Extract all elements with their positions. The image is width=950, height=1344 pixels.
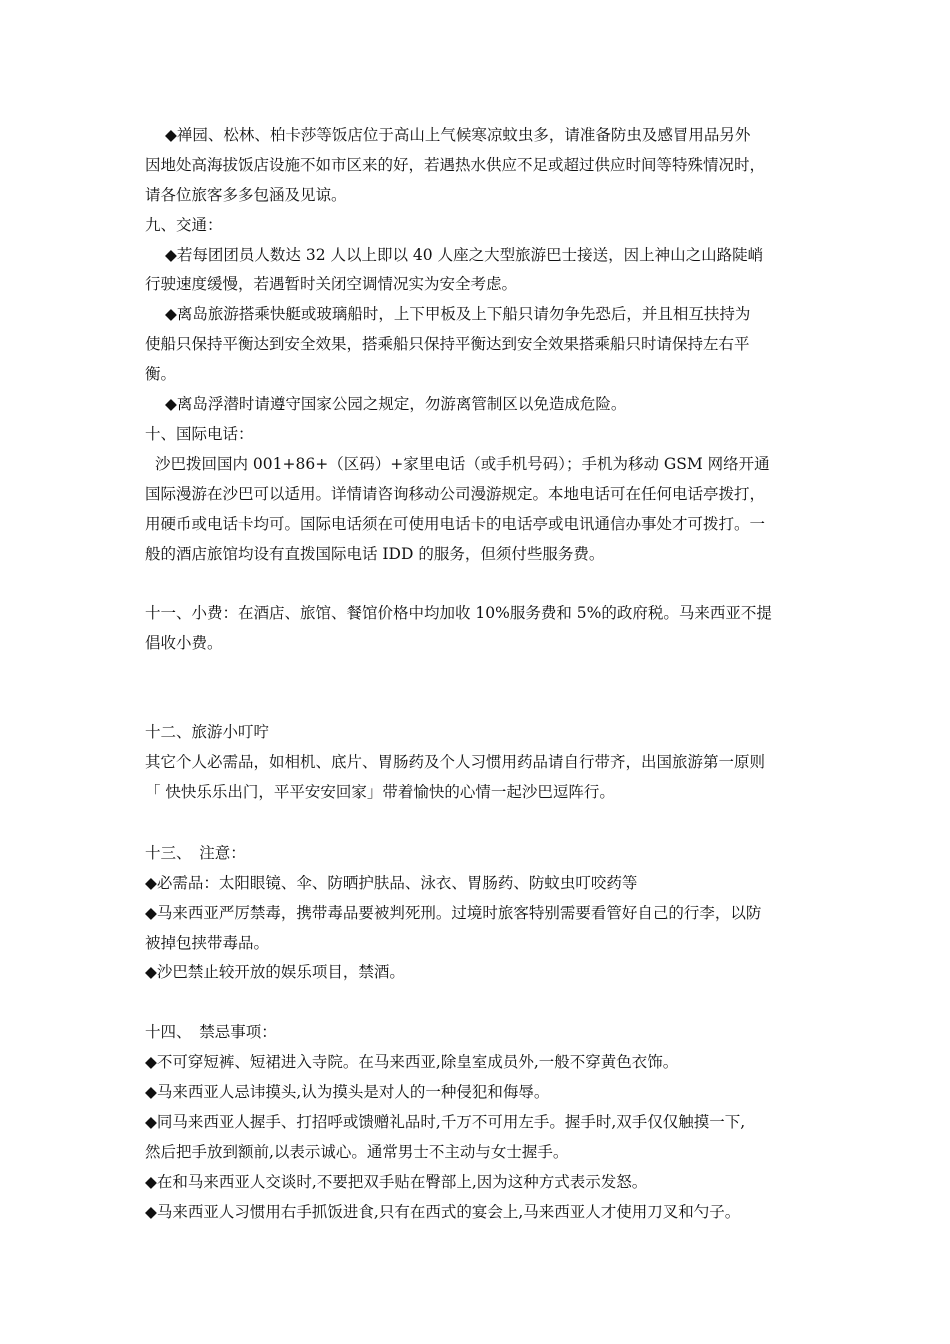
text-line: ◆离岛浮潜时请遵守国家公园之规定，勿游离管制区以免造成危险。 — [165, 395, 627, 413]
section-heading: 十四、 禁忌事项： — [145, 1023, 277, 1041]
text-line: 般的酒店旅馆均设有直拨国际电话 IDD 的服务，但须付些服务费。 — [145, 545, 605, 563]
text-line: ◆沙巴禁止较开放的娱乐项目，禁酒。 — [145, 963, 405, 981]
text-line: 然后把手放到额前,以表示诚心。通常男士不主动与女士握手。 — [145, 1143, 569, 1161]
section-heading: 十、国际电话： — [145, 425, 254, 443]
text-line: 行驶速度缓慢，若遇暂时关闭空调情况实为安全考虑。 — [145, 275, 518, 293]
text-line: ◆必需品：太阳眼镜、伞、防晒护肤品、泳衣、胃肠药、防蚊虫叮咬药等 — [145, 874, 638, 892]
text-line: 请各位旅客多多包涵及见谅。 — [145, 186, 347, 204]
text-line: ◆马来西亚严厉禁毒，携带毒品要被判死刑。过境时旅客特别需要看管好自己的行李，以防 — [145, 904, 762, 922]
text-line: 被掉包挟带毒品。 — [145, 934, 270, 952]
text-line: 倡收小费。 — [145, 634, 223, 652]
text-line: 使船只保持平衡达到安全效果，搭乘船只保持平衡达到安全效果搭乘船只时请保持左右平 — [145, 335, 750, 353]
text-line: ◆离岛旅游搭乘快艇或玻璃船时，上下甲板及上下船只请勿争先恐后，并且相互扶持为 — [165, 305, 751, 323]
text-line: ◆不可穿短裤、短裙进入寺院。在马来西亚,除皇室成员外,一般不穿黄色衣饰。 — [145, 1053, 679, 1071]
section-heading: 十二、旅游小叮咛 — [145, 723, 270, 741]
text-line: 国际漫游在沙巴可以适用。详情请咨询移动公司漫游规定。本地电话可在任何电话亭拨打， — [145, 485, 766, 503]
text-line: 沙巴拨回国内 001+86+（区码）+家里电话（或手机号码）；手机为移动 GSM 网络开通 — [155, 455, 770, 473]
section-heading: 十三、 注意： — [145, 844, 246, 862]
text-line: ◆禅园、松林、柏卡莎等饭店位于高山上气候寒凉蚊虫多，请准备防虫及感冒用品另外 — [165, 126, 751, 144]
text-line: 其它个人必需品，如相机、底片、胃肠药及个人习惯用药品请自行带齐，出国旅游第一原则 — [145, 753, 766, 771]
text-line: ◆马来西亚人习惯用右手抓饭进食,只有在西式的宴会上,马来西亚人才使用刀叉和勺子。 — [145, 1203, 741, 1221]
text-line: 「 快快乐乐出门，平平安安回家」带着愉快的心情一起沙巴逗阵行。 — [145, 783, 615, 801]
section-heading: 九、交通： — [145, 216, 223, 234]
text-line: ◆若每团团员人数达 32 人以上即以 40 人座之大型旅游巴士接送，因上神山之山路陡峭 — [165, 246, 764, 264]
text-line: ◆在和马来西亚人交谈时,不要把双手贴在臀部上,因为这种方式表示发怒。 — [145, 1173, 648, 1191]
section-heading: 十一、小费：在酒店、旅馆、餐馆价格中均加收 10%服务费和 5%的政府税。马来西亚不提 — [145, 604, 772, 622]
text-line: 衡。 — [145, 365, 177, 383]
text-line: ◆马来西亚人忌讳摸头,认为摸头是对人的一种侵犯和侮辱。 — [145, 1083, 550, 1101]
text-line: 因地处高海拔饭店设施不如市区来的好，若遇热水供应不足或超过供应时间等特殊情况时， — [145, 156, 766, 174]
text-line: ◆同马来西亚人握手、打招呼或馈赠礼品时,千万不可用左手。握手时,双手仅仅触摸一下, — [145, 1113, 746, 1131]
text-line: 用硬币或电话卡均可。国际电话须在可使用电话卡的电话亭或电讯通信办事处才可拨打。一 — [145, 515, 766, 533]
